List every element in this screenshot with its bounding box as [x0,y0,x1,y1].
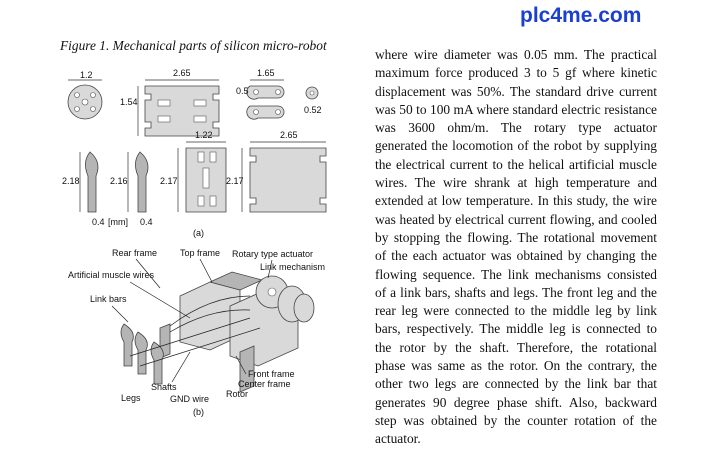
dim-leg-height-1: 2.18 [62,176,80,186]
figure-caption: Figure 1. Mechanical parts of silicon micro-robot [60,38,327,53]
label-link-mechanism: Link mechanism [260,262,326,272]
label-rear-frame: Rear frame [112,248,158,258]
dim-center-frame-height: 2.17 [160,176,178,186]
dim-leg-width-2: 0.4 [140,217,153,227]
label-shafts: Shafts [151,382,177,392]
center-frame-drawing [178,142,226,212]
sublabel-a: (a) [193,228,204,238]
dim-link-bar-height: 0.5 [236,86,249,96]
label-center-frame: Center frame [238,379,291,389]
label-gnd-wire: GND wire [170,394,210,404]
body-paragraph: where wire diameter was 0.05 mm. The practical maximum force produced 3 to 5 gf where kinetic displacement was 50%. The standard drive current was 50 to 100 mA where standard electric resistance was 3600 ohm/m. The rotary type actuator generated the locomotion of the robot by supplying the electrical current to the helical artificial muscle wires. The wire shrank at high temperature and extended at low temperature. In this study, the wire was heated by electrical current flowing, and cooled by stopping the flowing. The rotational movement of the each actuator was obtained by changing the flowing sequence. The link mechanisms consisted of a link bars, shafts and legs. The front leg and the rear leg were connected to the middle leg by link bars, respectively. The middle leg is connected to the rotor by the shaft. Therefore, the rotational phase was same as the rotor. On the contrary, the other two legs are connected by the link bar that generates 90 degree phase shift. Also, backward step was obtained by the counter rotation of the actuator. [375,47,657,447]
dim-top-frame-width: 2.65 [173,68,191,78]
dim-rotor-diameter: 1.2 [80,70,93,80]
label-top-frame: Top frame [180,248,221,258]
dim-leg-width-1: 0.4 [92,217,105,227]
dim-side-frame-height: 2.17 [226,176,244,186]
side-frame-drawing [242,142,326,212]
dim-center-frame-width: 1.22 [195,130,213,140]
sublabel-b: (b) [193,407,204,417]
body-text [375,46,657,449]
figure-mechanical-parts [40,56,340,418]
rotor-part-drawing [68,80,102,119]
label-rotor: Rotor [226,389,249,399]
dim-unit: [mm] [108,217,128,227]
dim-top-frame-height: 1.54 [120,97,138,107]
frame-plate-top-drawing [138,80,219,136]
dim-leg-height-2: 2.16 [110,176,128,186]
label-legs: Legs [121,393,141,403]
dim-side-frame-width: 2.65 [280,130,298,140]
label-front-frame: Front frame [248,369,295,379]
label-rotary-actuator: Rotary type actuator [232,249,314,259]
label-link-bars: Link bars [90,294,127,304]
label-muscle-wires: Artificial muscle wires [68,270,155,280]
watermark: plc4me.com [520,4,642,27]
dim-shaft-diameter: 0.52 [304,105,322,115]
dim-link-bar-width: 1.65 [257,68,275,78]
